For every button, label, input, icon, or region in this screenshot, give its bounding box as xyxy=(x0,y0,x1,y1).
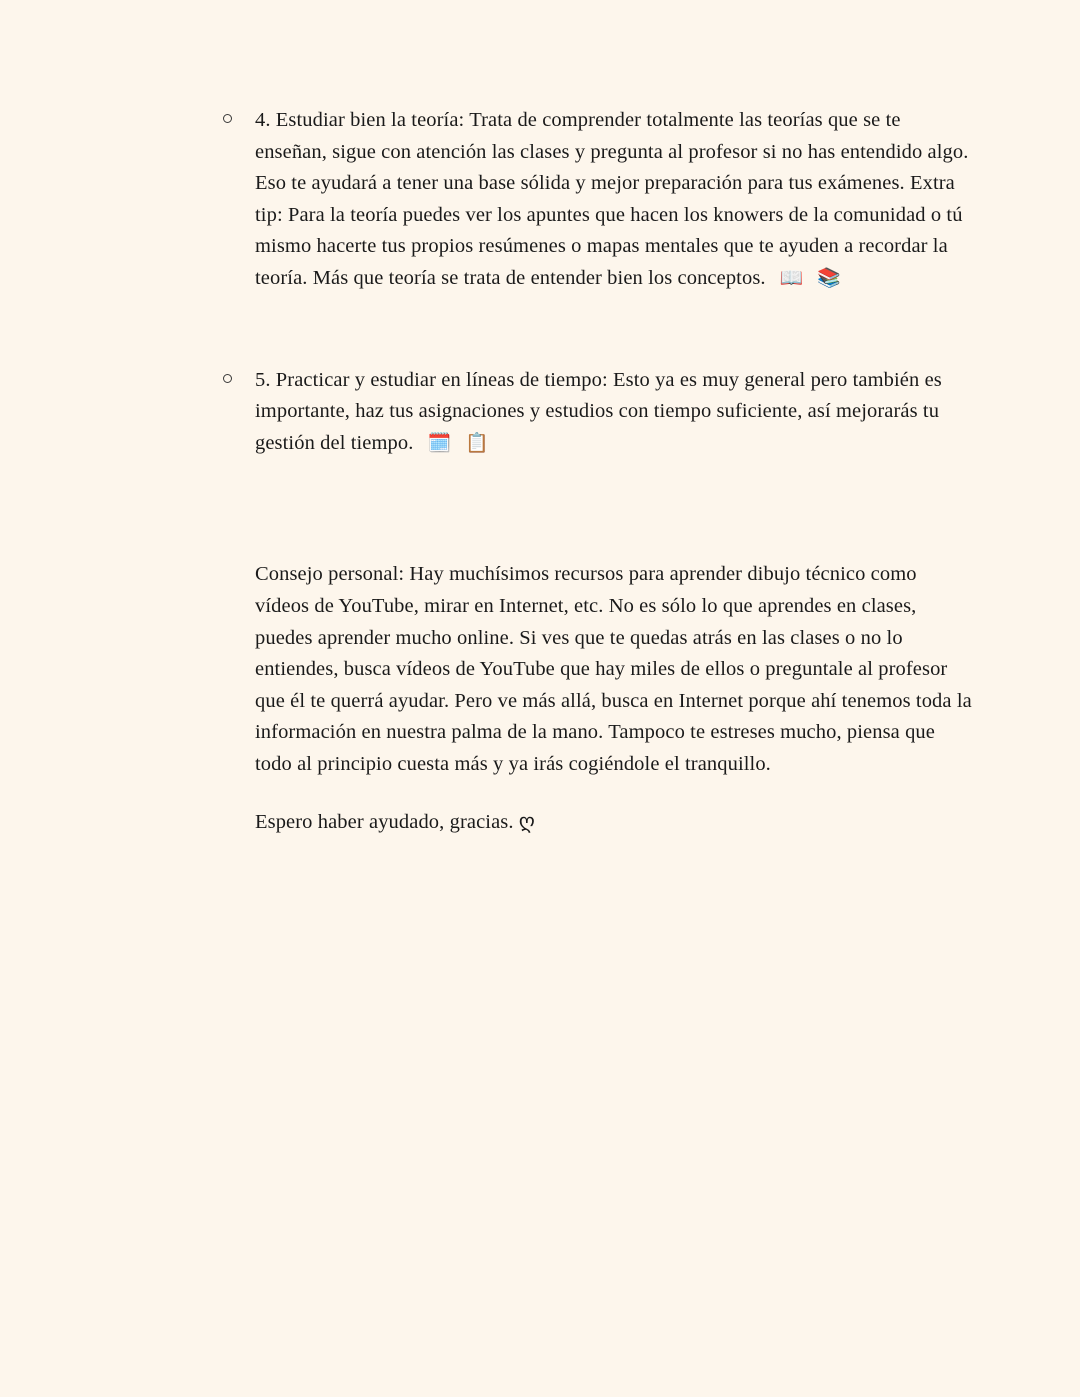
emoji-group-calendar: 🗓️ 📋 xyxy=(427,431,493,454)
list-item xyxy=(215,365,975,460)
document-body xyxy=(215,105,975,864)
closing-paragraph-advice: Consejo personal: Hay muchísimos recursos para aprender dibujo técnico como vídeos de YouTube, mirar en Internet, etc. No es sólo lo que aprendes en clases, puedes aprender mucho online. Si ves que te quedas atrás en las clases o no lo entiendes, busca vídeos de YouTube que hay miles de ellos o preguntale al profesor que él te querrá ayudar. Pero ve más allá, busca en Internet porque ahí tenemos toda la información en nuestra palma de la mano. Tampoco te estreses mucho, piensa que todo al principio cuesta más y ya irás cogiéndole el tranquillo. xyxy=(255,563,972,775)
spacer xyxy=(215,511,975,549)
bullet-circle-icon xyxy=(223,374,232,383)
emoji-group-books: 📖 📚 xyxy=(779,266,845,289)
list-item-text xyxy=(255,365,975,460)
list-item-text xyxy=(255,105,975,295)
spacer xyxy=(215,347,975,365)
closing-paragraph-thanks: Espero haber ayudado, gracias. ღ xyxy=(255,810,536,833)
bullet-circle-icon xyxy=(223,114,232,123)
list-item-paragraph: 5. Practicar y estudiar en líneas de tiempo: Esto ya es muy general pero también es importante, haz tus asignaciones y estudios con tiempo suficiente, así mejorarás tu gestión del tiempo. xyxy=(255,368,942,454)
list-item-paragraph: 4. Estudiar bien la teoría: Trata de comprender totalmente las teorías que se te enseñan, sigue con atención las clases y pregunta al profesor si no has entendido algo. Eso te ayudará a tener una base sólida y mejor preparación para tus exámenes. Extra tip: Para la teoría puedes ver los apuntes que hacen los knowers de la comunidad o tú mismo hacerte tus propios resúmenes o mapas mentales que te ayuden a recordar la teoría. Más que teoría se trata de entender bien los conceptos. xyxy=(255,109,969,289)
closing-section xyxy=(215,559,975,838)
list-item xyxy=(215,105,975,295)
